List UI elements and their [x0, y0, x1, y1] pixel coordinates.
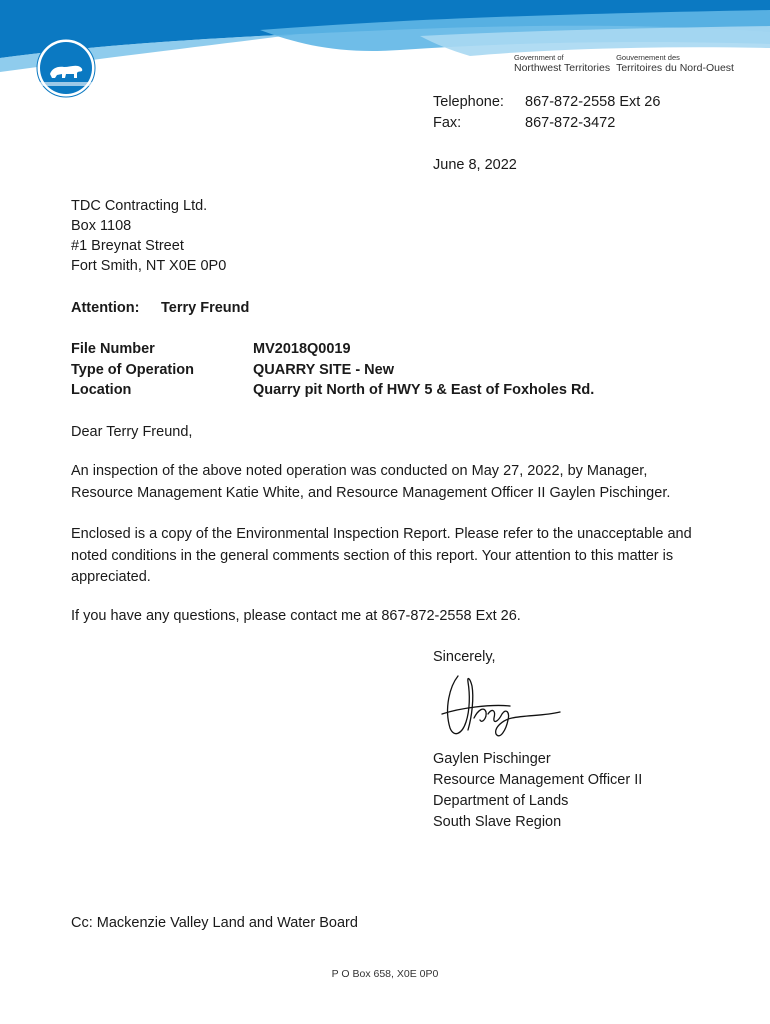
nwt-polar-bear-logo — [36, 38, 96, 98]
handwritten-signature — [440, 668, 570, 748]
signer-block — [433, 749, 642, 833]
telephone-value: 867-872-2558 Ext 26 — [525, 94, 661, 110]
address-line: Fort Smith, NT X0E 0P0 — [71, 258, 227, 274]
letter-date: June 8, 2022 — [433, 157, 517, 173]
file-info-block — [71, 339, 594, 401]
operation-type-label: Type of Operation — [71, 361, 194, 378]
address-line: Box 1108 — [71, 218, 132, 234]
location-value: Quarry pit North of HWY 5 & East of Foxholes Rd. — [253, 382, 595, 398]
file-number-label: File Number — [71, 341, 155, 357]
body-paragraph-report: Enclosed is a copy of the Environmental Inspection Report. Please refer to the unacceptable and noted conditions in the general comments section of this report. Your attention to this matter is appreciated. — [71, 526, 692, 585]
fax-label: Fax: — [433, 114, 462, 131]
government-wordmark — [514, 53, 734, 75]
cc-line: Cc: Mackenzie Valley Land and Water Board — [71, 915, 358, 931]
body-paragraph-inspection: An inspection of the above noted operation was conducted on May 27, 2022, by Manager, Resource Management Katie White, and Resource Management Officer II Gaylen Pischinger. — [71, 463, 671, 501]
address-line: #1 Breynat Street — [71, 238, 184, 254]
attention-line — [71, 298, 249, 319]
gov-fr-name: Territoires du Nord-Ouest — [616, 62, 734, 74]
operation-type-value: QUARRY SITE - New — [253, 361, 394, 378]
telephone-label: Telephone: — [433, 94, 504, 110]
attention-label: Attention: — [71, 300, 140, 316]
gov-en-name: Northwest Territories — [514, 62, 611, 74]
gov-fr-small: Gouvernement des — [616, 53, 680, 62]
fax-value: 867-872-3472 — [525, 114, 616, 131]
signer-line: Department of Lands — [433, 793, 569, 809]
footer-address: P O Box 658, X0E 0P0 — [331, 968, 439, 980]
address-line: TDC Contracting Ltd. — [71, 198, 208, 214]
location-label: Location — [71, 382, 132, 398]
body-paragraph-questions: If you have any questions, please contact me at 867-872-2558 Ext 26. — [71, 608, 521, 624]
gov-en-small: Government of — [514, 53, 564, 62]
salutation: Dear Terry Freund, — [71, 424, 193, 440]
contact-block — [433, 92, 660, 133]
signer-line: Resource Management Officer II — [433, 772, 643, 788]
signer-line: South Slave Region — [433, 814, 562, 830]
recipient-address — [71, 196, 226, 276]
file-number-value: MV2018Q0019 — [253, 341, 351, 357]
closing: Sincerely, — [433, 649, 496, 665]
signer-line: Gaylen Pischinger — [433, 751, 551, 767]
attention-value: Terry Freund — [161, 300, 250, 316]
